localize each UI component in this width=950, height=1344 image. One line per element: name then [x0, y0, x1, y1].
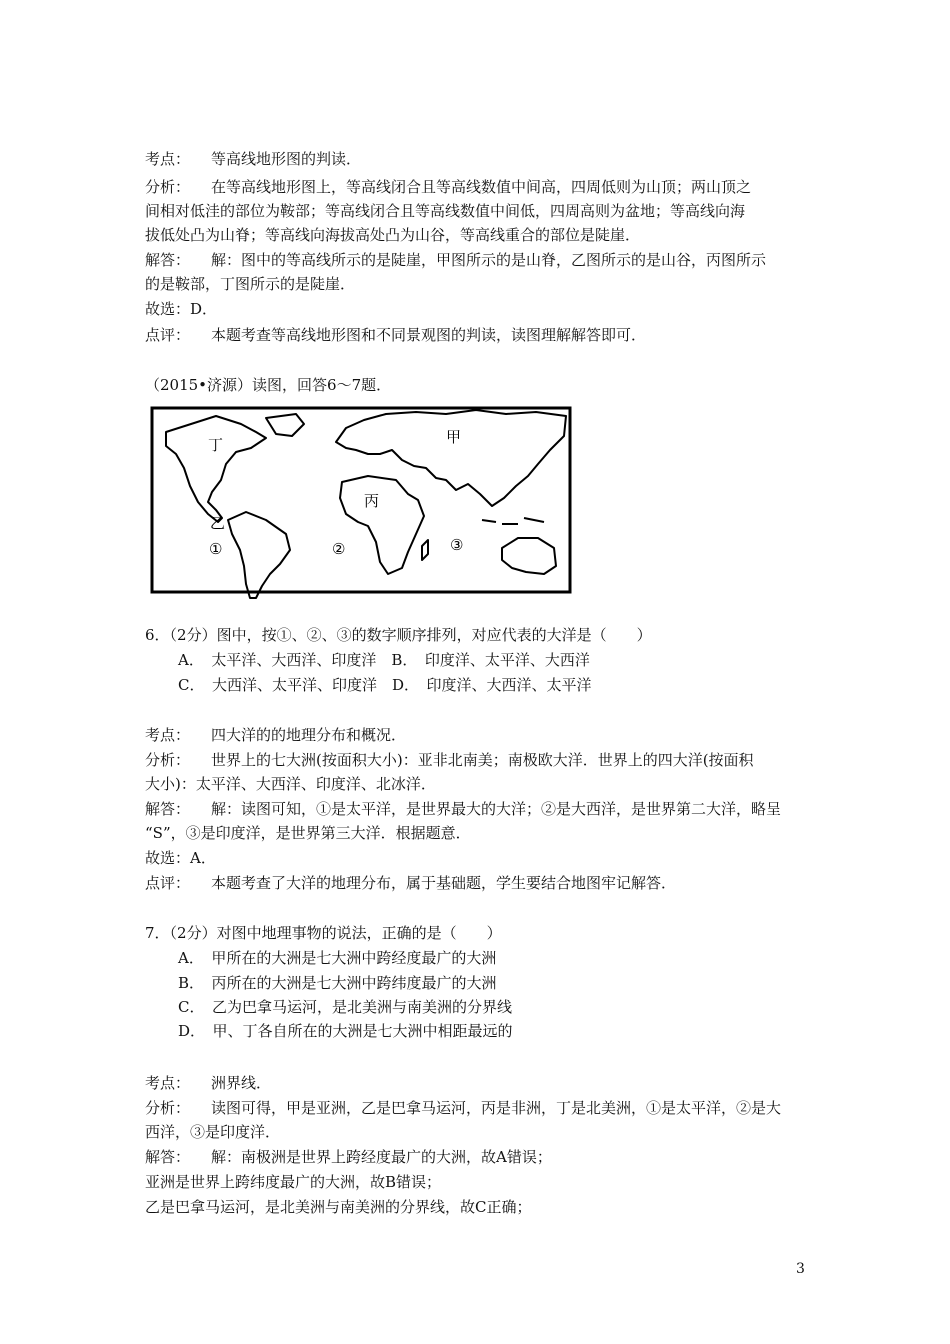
- question-7-option-d: D． 甲、丁各自所在的大洲是七大洲中相距最远的: [178, 1022, 513, 1040]
- label: 考点：: [145, 150, 191, 168]
- fenxi-row-3: [145, 1098, 781, 1118]
- guxuan-1: 故选：D．: [145, 300, 218, 318]
- madagascar-outline: [422, 540, 428, 560]
- world-map: [146, 402, 576, 608]
- text: 解：图中的等高线所示的是陡崖，甲图所示的是山脊，乙图所示的是山谷，丙图所示: [211, 251, 767, 269]
- question-7-option-b: B． 丙所在的大洲是七大洲中跨纬度最广的大洲: [178, 974, 497, 992]
- label: 点评：: [145, 326, 191, 344]
- label: 解答：: [145, 800, 191, 818]
- text: 本题考查了大洋的地理分布，属于基础题，学生要结合地图牢记解答．: [211, 874, 677, 892]
- south-america-outline: [228, 512, 290, 598]
- north-america-outline: [166, 416, 266, 522]
- jieda-line-2: 的是鞍部，丁图所示的是陡崖．: [145, 275, 356, 293]
- greenland-outline: [266, 414, 304, 436]
- label: 解答：: [145, 1148, 191, 1166]
- text: 解：读图可知，①是太平洋，是世界最大的大洋；②是大西洋，是世界第二大洋，略呈: [211, 800, 782, 818]
- text: 四大洋的的地理分布和概况．: [211, 726, 407, 744]
- question-7-option-c: C． 乙为巴拿马运河，是北美洲与南美洲的分界线: [178, 998, 512, 1016]
- question-intro: （2015•济源）读图，回答6～7题．: [145, 376, 392, 394]
- text: 在等高线地形图上，等高线闭合且等高线数值中间高，四周低则为山顶；两山顶之: [211, 178, 752, 196]
- label: 点评：: [145, 874, 191, 892]
- label: 分析：: [145, 751, 191, 769]
- text: 解：南极洲是世界上跨经度最广的大洲，故A错误；: [211, 1148, 552, 1166]
- label: 分析：: [145, 1099, 191, 1117]
- label: 考点：: [145, 1074, 191, 1092]
- question-6-options-ab: A． 太平洋、大西洋、印度洋 B． 印度洋、太平洋、大西洋: [178, 651, 590, 669]
- map-label-yi: 乙: [210, 514, 226, 532]
- fenxi-line-3: 拔低处凸为山脊；等高线向海拔高处凸为山谷，等高线重合的部位是陡崖．: [145, 226, 641, 244]
- map-label-bing: 丙: [364, 492, 380, 510]
- question-7-option-a: A． 甲所在的大洲是七大洲中跨经度最广的大洲: [178, 949, 497, 967]
- text: 世界上的七大洲(按面积大小)：亚非北南美；南极欧大洋．世界上的四大洋(按面积: [211, 751, 754, 769]
- map-label-ocean-1: ①: [209, 540, 223, 558]
- text: 洲界线．: [211, 1074, 272, 1092]
- jieda-row-2: [145, 799, 781, 819]
- jieda-row-1: [145, 250, 766, 270]
- fenxi-line-2: 间相对低洼的部位为鞍部；等高线闭合且等高线数值中间低，四周高则为盆地；等高线向海: [145, 202, 746, 220]
- fenxi-3-line-2: 西洋，③是印度洋．: [145, 1123, 281, 1141]
- australia-outline: [502, 538, 556, 574]
- kaodian-row-2: [145, 725, 406, 745]
- dianping-row-2: [145, 873, 676, 893]
- indonesia-outline: [482, 518, 544, 524]
- fenxi-row-1: [145, 177, 751, 197]
- text: 等高线地形图的判读．: [211, 150, 362, 168]
- dianping-row-1: [145, 325, 646, 345]
- question-7-stem: 7．（2分）对图中地理事物的说法，正确的是（ ）: [145, 924, 502, 942]
- jieda-row-3: [145, 1147, 552, 1167]
- africa-outline: [340, 476, 424, 574]
- text: 本题考查等高线地形图和不同景观图的判读，读图理解解答即可．: [211, 326, 647, 344]
- map-label-ocean-2: ②: [332, 540, 346, 558]
- fenxi-row-2: [145, 750, 754, 770]
- label: 分析：: [145, 178, 191, 196]
- kaodian-row-1: [145, 149, 361, 169]
- map-label-jia: 甲: [446, 428, 462, 446]
- text: 读图可得，甲是亚洲，乙是巴拿马运河，丙是非洲，丁是北美洲，①是太平洋，②是大: [211, 1099, 782, 1117]
- label: 考点：: [145, 726, 191, 744]
- fenxi-2-line-2: 大小)：太平洋、大西洋、印度洋、北冰洋．: [145, 775, 436, 793]
- question-6-stem: 6．（2分）图中，按①、②、③的数字顺序排列，对应代表的大洋是（ ）: [145, 626, 652, 644]
- question-6-options-cd: C． 大西洋、太平洋、印度洋 D． 印度洋、大西洋、太平洋: [178, 676, 592, 694]
- page-number: 3: [796, 1261, 805, 1277]
- jieda-2-line-2: “S”，③是印度洋，是世界第三大洋．根据题意．: [145, 824, 471, 842]
- map-label-ocean-3: ③: [450, 536, 464, 554]
- jieda-3-line-2: 亚洲是世界上跨纬度最广的大洲，故B错误；: [145, 1173, 442, 1191]
- jieda-3-line-3: 乙是巴拿马运河，是北美洲与南美洲的分界线，故C正确；: [145, 1198, 532, 1216]
- label: 解答：: [145, 251, 191, 269]
- kaodian-row-3: [145, 1073, 271, 1093]
- map-label-ding: 丁: [208, 436, 224, 454]
- guxuan-2: 故选：A．: [145, 849, 216, 867]
